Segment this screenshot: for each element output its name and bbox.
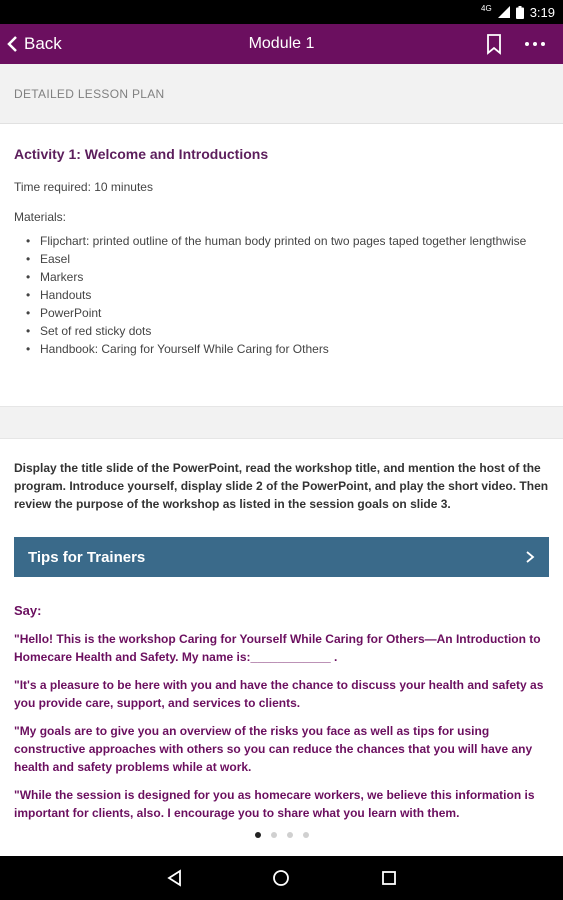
materials-label: Materials: <box>14 210 67 224</box>
more-options-button[interactable] <box>522 36 548 52</box>
triangle-back-icon <box>166 869 182 887</box>
signal-icon <box>498 6 510 18</box>
list-item: • Handouts <box>26 286 549 304</box>
tips-label: Tips for Trainers <box>28 548 146 566</box>
nav-back-button[interactable] <box>159 863 189 893</box>
clock: 3:19 <box>529 4 555 20</box>
back-label: Back <box>24 34 62 53</box>
list-item: • Handbook: Caring for Yourself While Caring for Others <box>26 340 549 358</box>
activity-title: Activity 1: Welcome and Introductions <box>14 146 269 162</box>
page-dot-active <box>255 832 261 838</box>
system-nav-bar <box>0 856 563 900</box>
battery-icon <box>516 6 524 19</box>
chevron-left-icon <box>6 35 18 53</box>
quote-paragraph: "While the session is designed for you as homecare workers, we believe this information is important for clients, also. I encourage you to share what you learn with them. <box>14 788 535 820</box>
page-dot <box>271 832 277 838</box>
tips-for-trainers-button[interactable] <box>14 537 549 577</box>
network-label: 4G <box>481 3 492 13</box>
nav-home-button[interactable] <box>266 863 296 893</box>
bookmark-button[interactable] <box>484 33 504 55</box>
page-title: Module 1 <box>248 35 315 52</box>
intro-paragraph: Display the title slide of the PowerPoint, read the workshop title, and mention the host of the program. Introduce yourself, display slide 2 of the PowerPoint, and play the short video. Then review the purpose of the workshop as listed in the session goals on slide 3. <box>14 461 549 511</box>
say-heading: Say: <box>14 603 42 618</box>
app-bar <box>0 24 563 64</box>
more-horizontal-icon <box>522 36 548 52</box>
section-divider <box>0 406 563 439</box>
page-indicator <box>0 832 563 838</box>
list-item: • Set of red sticky dots <box>26 322 549 340</box>
activity-card <box>0 124 563 406</box>
materials-list <box>14 232 549 358</box>
page-dot <box>287 832 293 838</box>
page-dot <box>303 832 309 838</box>
quote-paragraph: "Hello! This is the workshop Caring for Yourself While Caring for Others—An Introduction to Homecare Health and Safety. My name is:____________ . <box>14 632 541 664</box>
lesson-content[interactable] <box>0 64 563 856</box>
quote-paragraph: "My goals are to give you an overview of the risks you face as well as tips for using constructive approaches with others so you can reduce the chances that you will have any health and safety problems while at work. <box>14 724 533 774</box>
section-header: DETAILED LESSON PLAN <box>0 64 563 124</box>
list-item: • Easel <box>26 250 549 268</box>
bookmark-icon <box>484 33 504 55</box>
circle-home-icon <box>272 869 290 887</box>
nav-recents-button[interactable] <box>374 863 404 893</box>
status-bar <box>0 0 563 24</box>
quote-paragraph: "It's a pleasure to be here with you and have the chance to discuss your health and safety as you provide care, support, and services to clients. <box>14 678 544 710</box>
list-item: • PowerPoint <box>26 304 549 322</box>
back-button[interactable] <box>6 24 62 64</box>
chevron-right-icon <box>525 550 535 564</box>
square-recents-icon <box>381 870 397 886</box>
list-item: • Markers <box>26 268 549 286</box>
time-required: Time required: 10 minutes <box>14 180 153 194</box>
list-item: • Flipchart: printed outline of the human body printed on two pages taped together lengthwise <box>26 232 549 250</box>
